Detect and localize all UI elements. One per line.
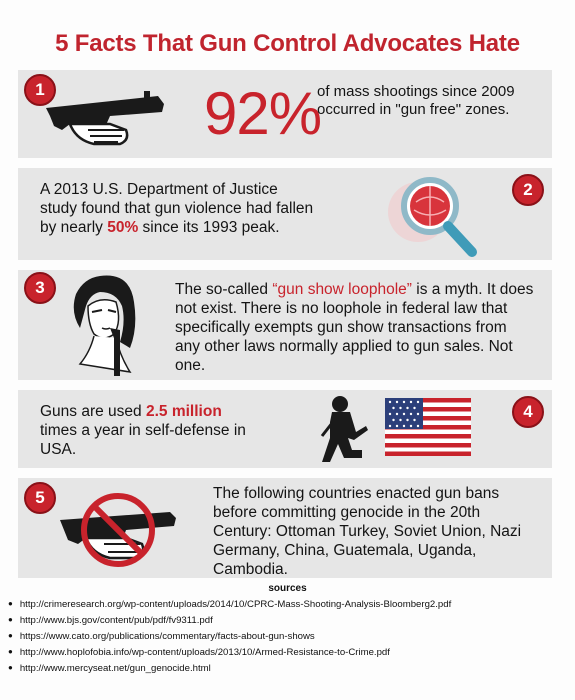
fact-text-part: Guns are used [40, 403, 146, 420]
source-link[interactable]: ● http://www.hoplofobia.info/wp-content/uploads/2013/10/Armed-Resistance-to-Crime.pdf [8, 645, 451, 661]
fact-text-part: times a year in self-defense in USA. [40, 422, 246, 458]
woman-with-gun-icon [60, 272, 150, 380]
mass-shooting-stat: 92% [204, 80, 322, 147]
source-link[interactable]: ● http://www.bjs.gov/content/pub/pdf/fv9311.pdf [8, 613, 451, 629]
fact-highlight: “gun show loophole” [272, 281, 412, 298]
fact-text [175, 280, 535, 375]
fact-text-part: The so-called [175, 281, 273, 298]
fact-number-badge: 3 [24, 272, 56, 304]
fact-number-badge: 5 [24, 482, 56, 514]
us-flag-icon [385, 398, 471, 456]
magnifier-icon [380, 172, 500, 260]
fact-number-badge: 1 [24, 74, 56, 106]
page-title: 5 Facts That Gun Control Advocates Hate [55, 30, 520, 57]
source-link[interactable]: ● https://www.cato.org/publications/commentary/facts-about-gun-shows [8, 629, 451, 645]
fact-text [40, 402, 250, 459]
no-guns-icon [52, 490, 192, 570]
sources-list [8, 597, 451, 677]
fact-text-part: A 2013 U.S. Department of Justice study found that gun violence had fallen by nearly [40, 181, 314, 236]
fact-text-part: since its 1993 peak. [138, 219, 280, 236]
fact-text: of mass shootings since 2009 occurred in "gun free" zones. [317, 83, 515, 118]
kneeling-soldier-icon [316, 392, 370, 466]
fact-highlight: 2.5 million [145, 403, 222, 420]
source-link[interactable]: ● http://www.mercyseat.net/gun_genocide.html [8, 661, 451, 677]
fact-text: The following countries enacted gun bans before committing genocide in the 20th Century: Ottoman Turkey, Soviet Union, Nazi Germany, China, Guatemala, Uganda, Cambodia. [213, 485, 522, 578]
handgun-icon [40, 90, 170, 152]
fact-number-badge: 4 [512, 396, 544, 428]
fact-text [40, 180, 315, 237]
fact-text-part: is a myth. It does not exist. There is no loophole in federal law that specifically exempts gun show transactions from any other laws normally applied to gun sales. Not one. [175, 281, 534, 374]
fact-highlight: 50% [107, 219, 139, 236]
sources-heading: sources [268, 583, 307, 594]
fact-number-badge: 2 [512, 174, 544, 206]
source-link[interactable]: ● http://crimeresearch.org/wp-content/uploads/2014/10/CPRC-Mass-Shooting-Analysis-Bloomberg2.pdf [8, 597, 451, 613]
